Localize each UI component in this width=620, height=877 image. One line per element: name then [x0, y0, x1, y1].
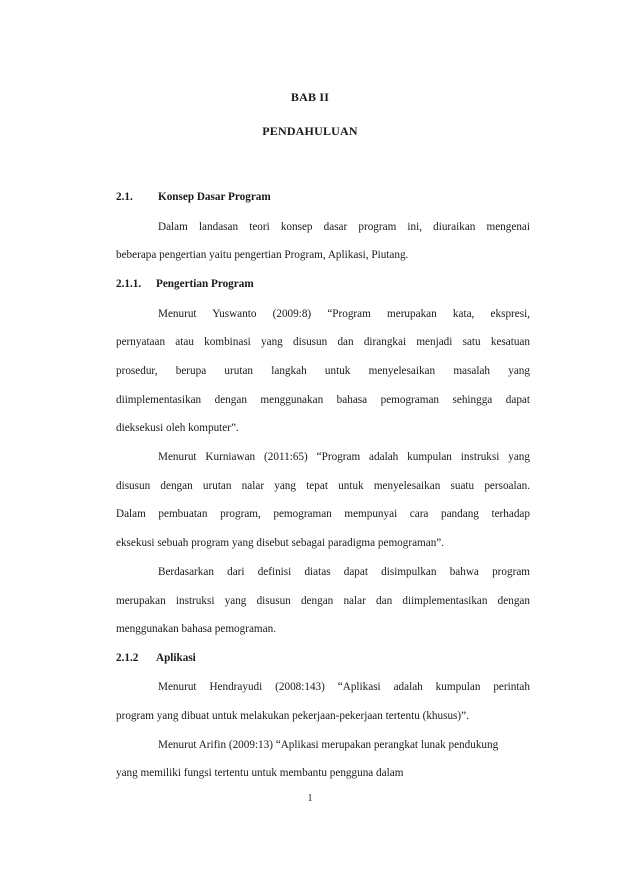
paragraph-line: beberapa pengertian yaitu pengertian Program, Aplikasi, Piutang.	[116, 249, 409, 261]
paragraph-line: yang memiliki fungsi tertentu untuk membantu pengguna dalam	[116, 767, 404, 779]
section-heading-2-1-2	[116, 651, 530, 665]
section-title: Aplikasi	[156, 652, 196, 664]
chapter-label: BAB II	[290, 90, 330, 104]
paragraph-line: Menurut Hendrayudi (2008:143) “Aplikasi adalah kumpulan perintah	[158, 681, 530, 693]
paragraph-line: Dalam pembuatan program, pemograman mempunyai cara pandang terhadap	[116, 508, 530, 520]
paragraph-line: menggunakan bahasa pemograman.	[116, 623, 276, 635]
paragraph-line: eksekusi sebuah program yang disebut sebagai paradigma pemograman”.	[116, 537, 445, 549]
section-number: 2.1.1.	[116, 278, 142, 290]
paragraph-line: Menurut Arifin (2009:13) “Aplikasi merupakan perangkat lunak pendukung	[158, 739, 499, 751]
section-number: 2.1.	[116, 191, 133, 203]
paragraph-line: merupakan instruksi yang disusun dengan nalar dan diimplementasikan dengan	[116, 595, 530, 607]
paragraph-line: prosedur, berupa urutan langkah untuk menyelesaikan masalah yang	[116, 365, 530, 377]
page-number: 1	[307, 793, 313, 804]
paragraph-line: dieksekusi oleh komputer”.	[116, 422, 239, 434]
section-title: Konsep Dasar Program	[158, 191, 271, 203]
section-title: Pengertian Program	[156, 278, 254, 290]
paragraph-line: Dalam landasan teori konsep dasar program ini, diuraikan mengenai	[158, 221, 530, 233]
chapter-title: PENDAHULUAN	[262, 124, 358, 138]
section-heading-2-1-1	[116, 277, 530, 291]
paragraph-line: Berdasarkan dari definisi diatas dapat disimpulkan bahwa program	[158, 566, 530, 578]
paragraph-line: Menurut Yuswanto (2009:8) “Program merupakan kata, ekspresi,	[158, 308, 530, 320]
paragraph-line: disusun dengan urutan nalar yang tepat untuk menyelesaikan suatu persoalan.	[116, 480, 530, 492]
paragraph-line: diimplementasikan dengan menggunakan bahasa pemograman sehingga dapat	[116, 394, 530, 406]
section-heading-2-1	[116, 190, 530, 204]
paragraph-line: pernyataan atau kombinasi yang disusun dan dirangkai menjadi satu kesatuan	[116, 336, 530, 348]
paragraph-line: program yang dibuat untuk melakukan pekerjaan-pekerjaan tertentu (khusus)”.	[116, 710, 469, 722]
section-number: 2.1.2	[116, 652, 139, 664]
paragraph-line: Menurut Kurniawan (2011:65) “Program adalah kumpulan instruksi yang	[158, 451, 530, 463]
